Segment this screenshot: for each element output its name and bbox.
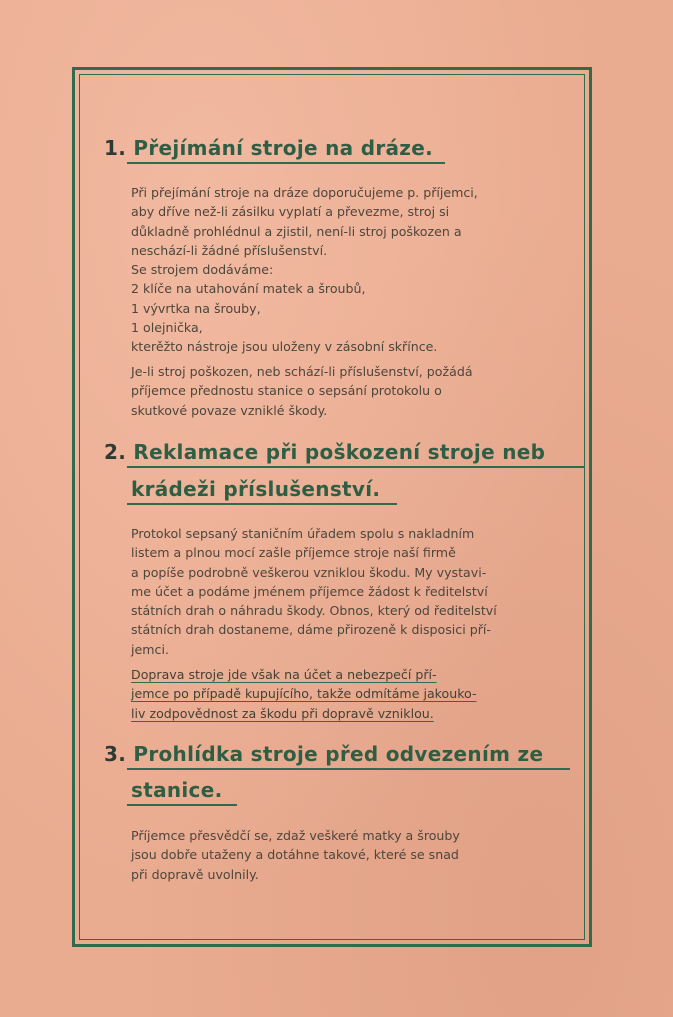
section-2-number: 2. (104, 440, 127, 464)
section-3-underline-2 (127, 804, 237, 806)
section-1-number: 1. (104, 136, 127, 160)
section-2-underline-2 (127, 503, 397, 505)
section-3-title-line-1: Prohlídka stroje před odvezením ze (133, 742, 544, 766)
section-3-title-line-2: stanice. (131, 778, 223, 802)
section-3-heading-line-1 (104, 742, 543, 766)
section-1-underline (127, 162, 445, 164)
section-2-title-line-2: krádeži příslušenství. (131, 477, 381, 501)
section-2-underline-1 (127, 466, 584, 468)
section-2-paragraph-2: Doprava stroje jde však na účet a nebezpečí pří- jemce po případě kupujícího, takže odmítáme jakouko- liv zodpovědnost za škodu při dopravě vzniklou. (131, 667, 477, 721)
section-3-paragraph-1: Příjemce přesvědčí se, zdaž veškeré matky a šrouby jsou dobře utaženy a dotáhne takové, které se snad při dopravě uvolnily. (131, 828, 460, 882)
section-2-title-line-1: Reklamace při poškození stroje neb (133, 440, 546, 464)
section-2-paragraph-1: Protokol sepsaný staničním úřadem spolu s nakladním listem a plnou mocí zašle příjemce stroje naší firmě a popíše podrobně veškerou vzniklou škodu. My vystavi- me účet a podáme jménem příjemce žádost k ředitelství státních drah o náhradu škody. Obnos, který od ředitelství státních drah dostaneme, dáme přirozeně k disposici pří- jemci. (131, 526, 497, 657)
section-2-heading-line-1 (104, 440, 545, 464)
section-1-paragraph-1: Při přejímání stroje na dráze doporučujeme p. příjemci, aby dříve než-li zásilku vyplatí a převezme, stroj si důkladně prohlédnul a zjistil, není-li stroj poškozen a neschází-li žádné příslušenství. Se strojem dodáváme: 2 klíče na utahování matek a šroubů, 1 vývrtka na šrouby, 1 olejnička, kterěžto nástroje jsou uloženy v zásobní skřínce. (131, 185, 478, 355)
section-1-paragraph-2: Je-li stroj poškozen, neb schází-li příslušenství, požádá příjemce přednostu stanice o sepsání protokolu o skutkové povaze vzniklé škody. (131, 364, 473, 418)
section-3-number: 3. (104, 742, 127, 766)
section-3-heading-line-2 (131, 778, 222, 802)
section-1-heading (104, 136, 433, 160)
section-1-title: Přejímání stroje na dráze. (133, 136, 434, 160)
section-3-underline-1 (127, 768, 570, 770)
section-2-heading-line-2 (131, 477, 380, 501)
